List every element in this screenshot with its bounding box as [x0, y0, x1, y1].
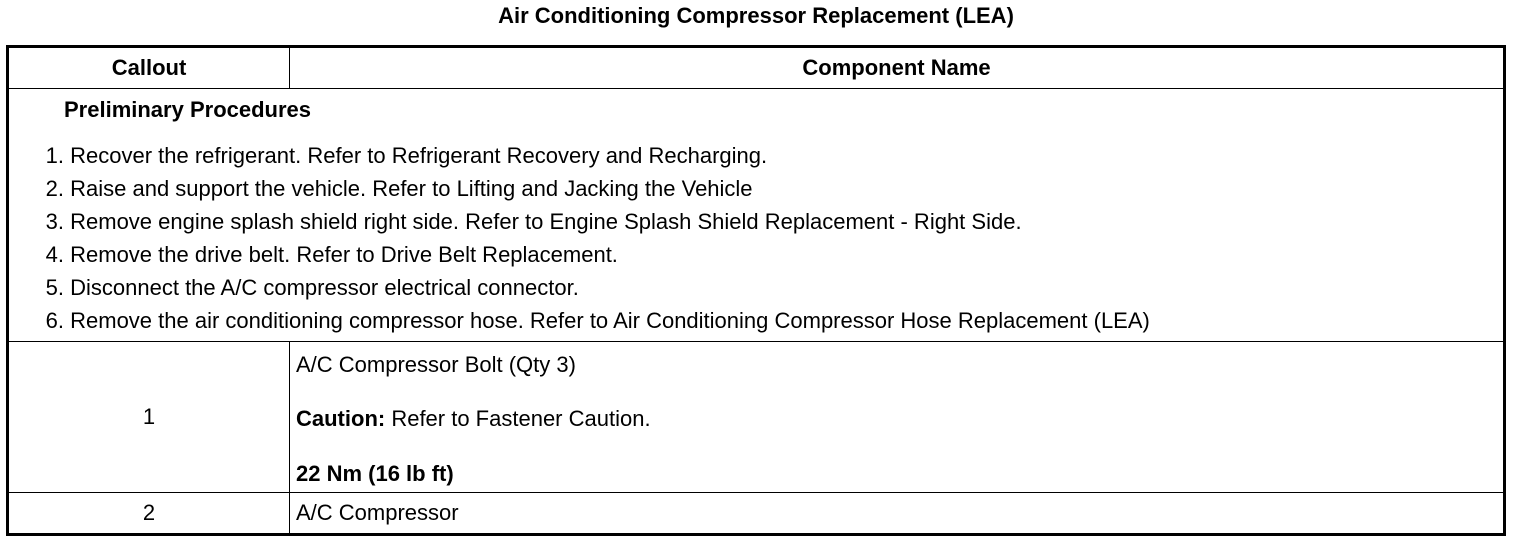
list-item — [9, 139, 1503, 172]
list-item — [9, 172, 1503, 205]
step-text — [64, 238, 618, 271]
component-name-column-header: Component Name — [290, 47, 1505, 89]
caution-label: Caution: — [296, 406, 386, 431]
list-item — [9, 205, 1503, 238]
list-item — [9, 238, 1503, 271]
step-number: 1. — [45, 143, 64, 168]
component-cell — [290, 493, 1505, 535]
step-number: 5. — [45, 275, 64, 300]
table-header-row — [8, 47, 1505, 89]
caution-note — [296, 406, 1503, 432]
preliminary-procedures-heading: Preliminary Procedures — [64, 97, 312, 122]
callout-cell: 1 — [8, 342, 290, 493]
table-row — [8, 342, 1505, 493]
preliminary-steps-list — [9, 139, 1503, 337]
step-text — [64, 271, 579, 304]
step-text — [64, 172, 753, 205]
torque-spec: 22 Nm (16 lb ft) — [296, 461, 454, 486]
step-text-content: Disconnect the A/C compressor electrical connector. — [70, 275, 579, 300]
page-title: Air Conditioning Compressor Replacement (LEA) — [498, 3, 1014, 28]
step-number: 4. — [45, 242, 64, 267]
step-text-content: Raise and support the vehicle. Refer to Lifting and Jacking the Vehicle — [70, 176, 753, 201]
preliminary-procedures-cell — [8, 89, 1505, 342]
caution-text: Refer to Fastener Caution. — [385, 406, 651, 431]
step-text-content: Remove engine splash shield right side. Refer to Engine Splash Shield Replacement - Right Side. — [70, 209, 1022, 234]
step-number: 3. — [45, 209, 64, 234]
list-item — [9, 271, 1503, 304]
step-number: 6. — [45, 308, 64, 333]
step-text-content: Recover the refrigerant. Refer to Refrigerant Recovery and Recharging. — [70, 143, 768, 168]
component-cell — [290, 342, 1505, 493]
step-text — [64, 304, 1150, 337]
callout-column-header: Callout — [8, 47, 290, 89]
step-text — [64, 139, 767, 172]
step-text-content: Remove the air conditioning compressor hose. Refer to Air Conditioning Compressor Hose Replacement (LEA) — [70, 308, 1150, 333]
procedure-table — [6, 45, 1506, 536]
list-item — [9, 304, 1503, 337]
table-row — [8, 493, 1505, 535]
step-text — [64, 205, 1022, 238]
component-name: A/C Compressor — [296, 500, 459, 525]
component-name: A/C Compressor Bolt (Qty 3) — [296, 352, 576, 377]
preliminary-procedures-row — [8, 89, 1505, 342]
callout-cell: 2 — [8, 493, 290, 535]
step-number: 2. — [45, 176, 64, 201]
step-text-content: Remove the drive belt. Refer to Drive Belt Replacement. — [70, 242, 618, 267]
